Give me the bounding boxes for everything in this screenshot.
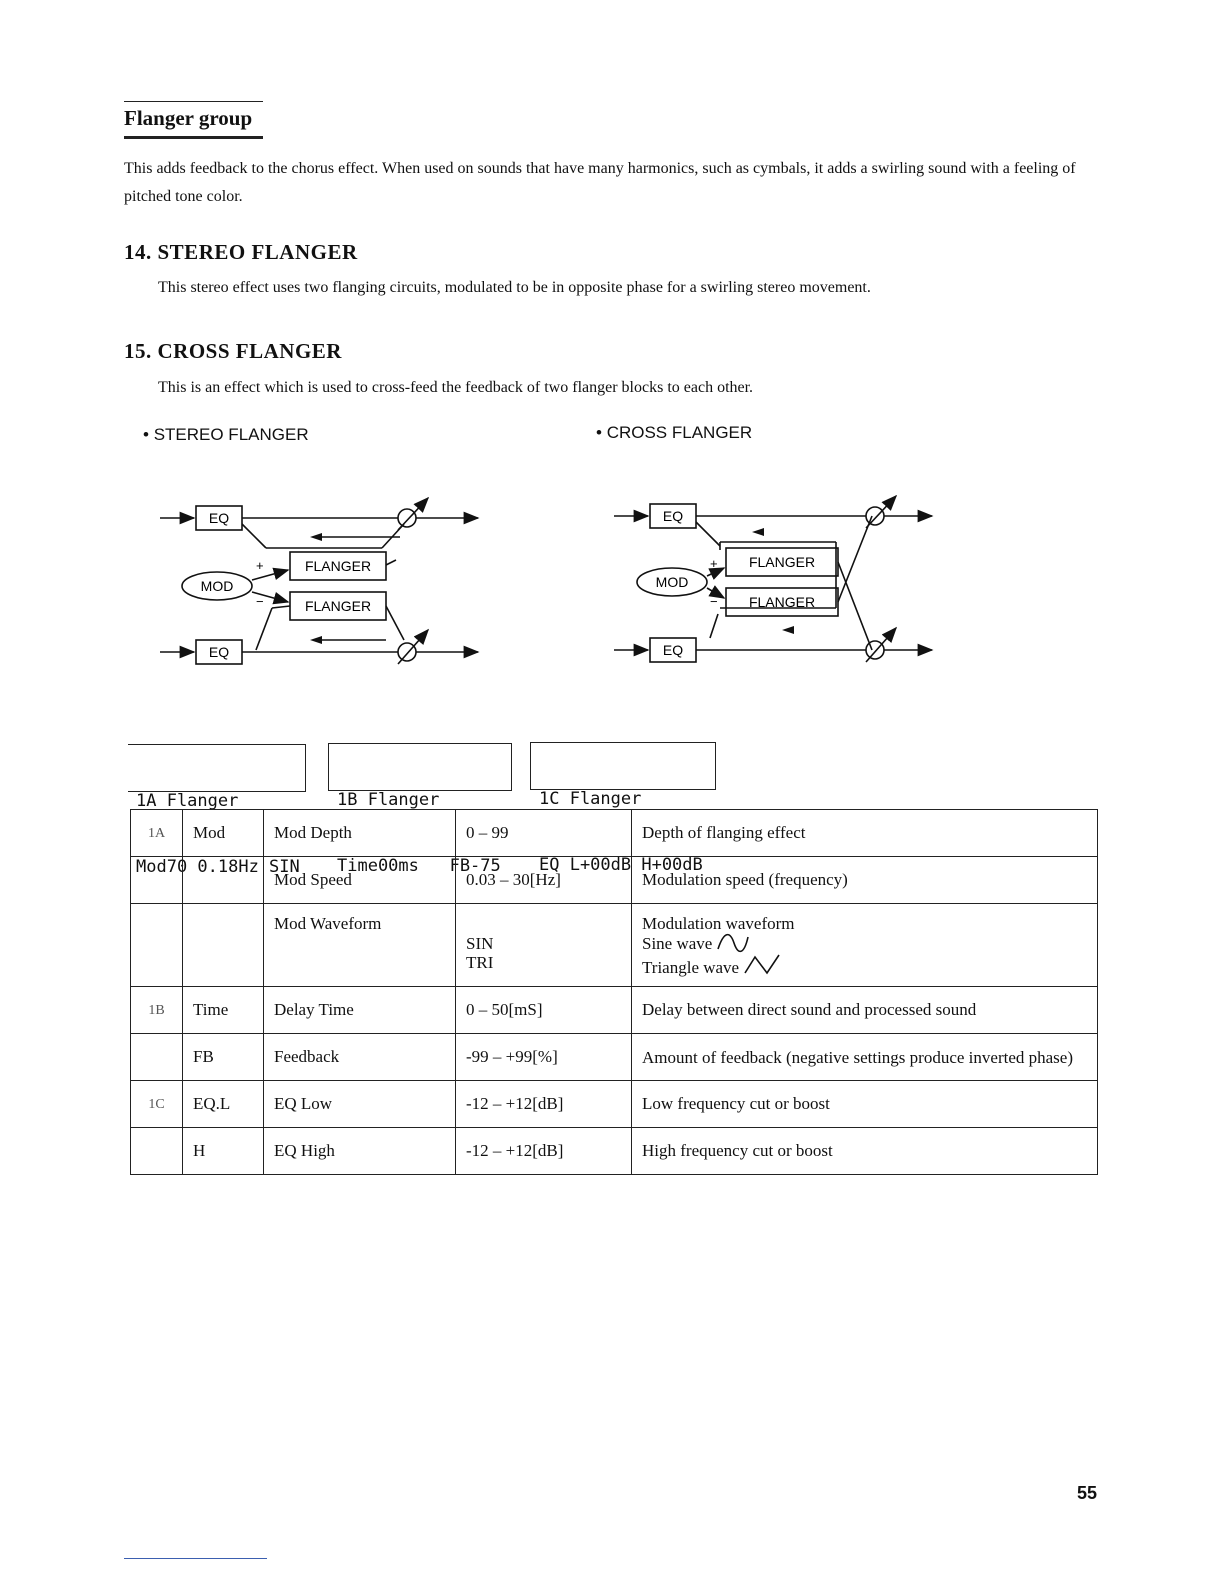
range-cell: -12 – +12[dB] [456, 1081, 632, 1128]
flanger-label-bottom: FLANGER [304, 598, 372, 614]
triangle-wave-row [642, 953, 1087, 977]
range-cell: -99 – +99[%] [456, 1034, 632, 1081]
heading-rule-bottom [124, 136, 263, 139]
eq-label-bottom: EQ [208, 644, 230, 660]
parameter-cell: Mod Speed [264, 857, 456, 904]
table-row [131, 1034, 1098, 1081]
lcd-1b-line2: Time00ms FB-75 [337, 856, 501, 876]
control-cell: Mod [183, 810, 264, 857]
range-cell: -12 – +12[dB] [456, 1128, 632, 1175]
description-cell [632, 904, 1098, 987]
parameter-cell: Delay Time [264, 987, 456, 1034]
stereo-flanger-diagram [160, 490, 490, 680]
control-cell: EQ.L [183, 1081, 264, 1128]
lcd-display-1a [128, 744, 306, 877]
page-cell [131, 1034, 183, 1081]
plus-sign: + [256, 558, 264, 573]
flanger-label-bottom: FLANGER [748, 594, 816, 610]
control-cell [183, 857, 264, 904]
description-cell: Modulation speed (frequency) [632, 857, 1098, 904]
parameter-cell: Mod Depth [264, 810, 456, 857]
sine-wave-row [642, 933, 1087, 953]
table-row [131, 857, 1098, 904]
control-cell: FB [183, 1034, 264, 1081]
page-cell: 1C [131, 1081, 183, 1128]
description-cell: High frequency cut or boost [632, 1128, 1098, 1175]
sine-wave-icon [716, 933, 750, 953]
triangle-wave-label: Triangle wave [642, 957, 740, 977]
heading-rule-top [124, 101, 263, 102]
lcd-1a-line2: Mod70 0.18Hz SIN [136, 857, 300, 877]
lcd-1c-line1: 1C Flanger [539, 789, 642, 809]
effect-heading-stereo-flanger: 14. STEREO FLANGER [124, 240, 358, 264]
effect-description-stereo-flanger: This stereo effect uses two flanging circuits, modulated to be in opposite phase for a swirling stereo movement. [158, 279, 871, 296]
eq-label-top: EQ [208, 510, 230, 526]
sine-wave-label: Sine wave [642, 933, 713, 953]
range-cell [456, 904, 632, 987]
parameter-cell: Mod Waveform [264, 904, 456, 987]
bullet-stereo-flanger: • STEREO FLANGER [143, 425, 309, 444]
page-cell [131, 904, 183, 987]
page-cell [131, 1128, 183, 1175]
range-sin: SIN [466, 934, 494, 953]
table-row [131, 987, 1098, 1034]
footer-rule [124, 1558, 267, 1559]
parameter-cell: EQ High [264, 1128, 456, 1175]
phase-top [866, 507, 884, 525]
page-number: 55 [1077, 1483, 1098, 1503]
parameter-cell: Feedback [264, 1034, 456, 1081]
page-cell: 1A [131, 810, 183, 857]
minus-sign: − [710, 594, 718, 609]
range-cell: 0 – 99 [456, 810, 632, 857]
section-title: Flanger group [124, 106, 253, 130]
table-row [131, 810, 1098, 857]
table-row [131, 1128, 1098, 1175]
bullet-cross-flanger: • CROSS FLANGER [596, 423, 753, 442]
table-row [131, 1081, 1098, 1128]
lcd-1b-line1: 1B Flanger [337, 790, 440, 810]
plus-sign: + [710, 556, 718, 571]
description-cell: Low frequency cut or boost [632, 1081, 1098, 1128]
page-cell: 1B [131, 987, 183, 1034]
description-cell: Depth of flanging effect [632, 810, 1098, 857]
range-cell: 0 – 50[mS] [456, 987, 632, 1034]
effect-description-cross-flanger: This is an effect which is used to cross-feed the feedback of two flanger blocks to each other. [158, 379, 754, 396]
eq-label-bottom: EQ [662, 642, 684, 658]
page-cell [131, 857, 183, 904]
description-cell: Amount of feedback (negative settings produce inverted phase) [632, 1034, 1098, 1081]
mod-label: MOD [200, 578, 234, 594]
control-cell [183, 904, 264, 987]
waveform-title: Modulation waveform [642, 913, 795, 933]
range-tri: TRI [466, 953, 494, 972]
diagram-label-stereo: STEREO FLANGER [153, 425, 309, 444]
intro-paragraph: This adds feedback to the chorus effect. When used on sounds that have many harmonics, such as cymbals, it adds a swirling sound with a feeling of pitched tone color. [124, 160, 1076, 205]
cross-flanger-diagram [614, 488, 944, 678]
phase-top [398, 509, 416, 527]
eq-label-top: EQ [662, 508, 684, 524]
control-cell: Time [183, 987, 264, 1034]
parameter-cell: EQ Low [264, 1081, 456, 1128]
lcd-1a-line1: 1A Flanger [136, 791, 239, 811]
range-cell: 0.03 – 30[Hz] [456, 857, 632, 904]
description-cell: Delay between direct sound and processed sound [632, 987, 1098, 1034]
lcd-display-1c [530, 742, 716, 875]
minus-sign: − [256, 594, 264, 609]
flanger-label-top: FLANGER [748, 554, 816, 570]
table-row [131, 904, 1098, 987]
flanger-label-top: FLANGER [304, 558, 372, 574]
effect-heading-cross-flanger: 15. CROSS FLANGER [124, 339, 342, 363]
mod-label: MOD [655, 574, 689, 590]
diagram-label-cross: CROSS FLANGER [606, 423, 753, 442]
lcd-1c-line2: EQ L+00dB H+00dB [539, 855, 703, 875]
triangle-wave-icon [743, 953, 783, 977]
control-cell: H [183, 1128, 264, 1175]
parameter-table [130, 809, 1098, 1175]
